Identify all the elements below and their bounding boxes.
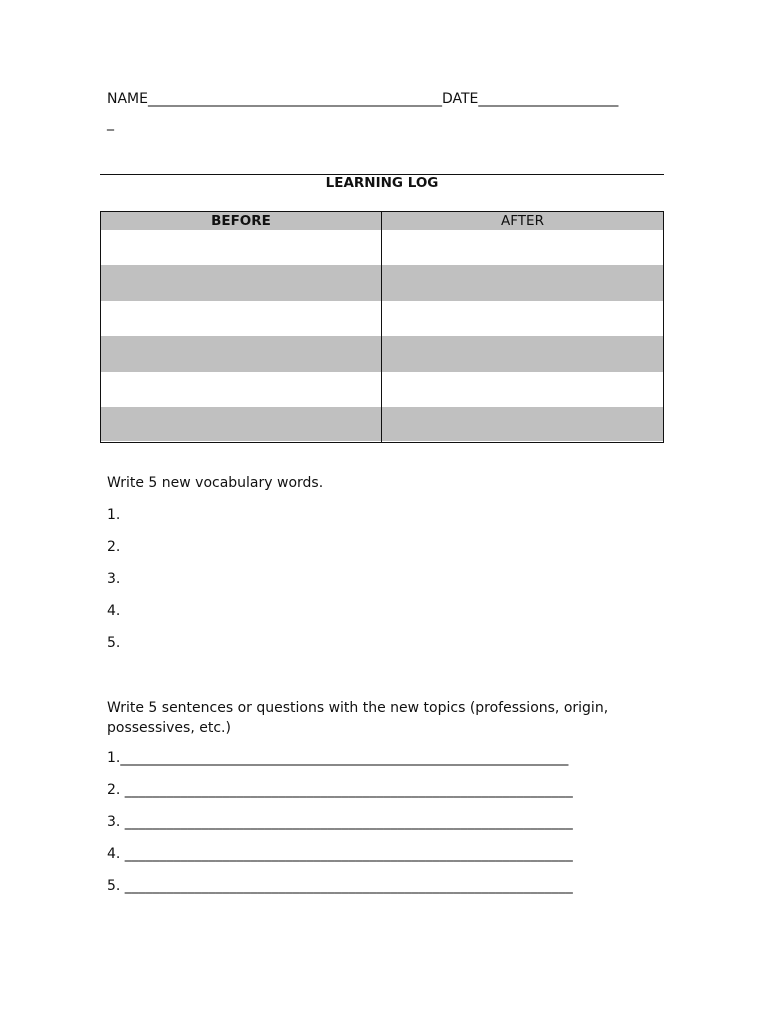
- table-row: [101, 301, 663, 336]
- vocab-item: 4.: [107, 603, 121, 619]
- table-row: [101, 265, 663, 301]
- name-date-line: NAME__________________________________________DATE____________________: [107, 91, 619, 107]
- sentences-prompt: Write 5 sentences or questions with the new topics (professions, origin, possessives, etc.): [107, 700, 609, 736]
- vocab-item: 1.: [107, 507, 121, 523]
- before-column-header: BEFORE: [211, 213, 271, 229]
- after-column-header: AFTER: [501, 213, 544, 229]
- vocab-prompt: Write 5 new vocabulary words.: [107, 475, 324, 491]
- sentence-line: 3. ________________________________________________________________: [107, 814, 573, 830]
- sentence-line: 5. ________________________________________________________________: [107, 878, 573, 894]
- column-divider: [381, 212, 382, 442]
- vocab-item: 3.: [107, 571, 121, 587]
- table-row: [101, 407, 663, 441]
- table-row: [101, 230, 663, 265]
- sentence-line: 1.________________________________________________________________: [107, 750, 569, 766]
- sentence-line: 2. ________________________________________________________________: [107, 782, 573, 798]
- page-title: LEARNING LOG: [325, 175, 439, 191]
- learning-log-table: [100, 211, 664, 443]
- name-date-overflow: _: [107, 115, 114, 131]
- table-row: [101, 372, 663, 407]
- table-header-row: [101, 212, 663, 230]
- vocab-item: 2.: [107, 539, 121, 555]
- vocab-item: 5.: [107, 635, 121, 651]
- sentence-line: 4. ________________________________________________________________: [107, 846, 573, 862]
- table-row: [101, 336, 663, 372]
